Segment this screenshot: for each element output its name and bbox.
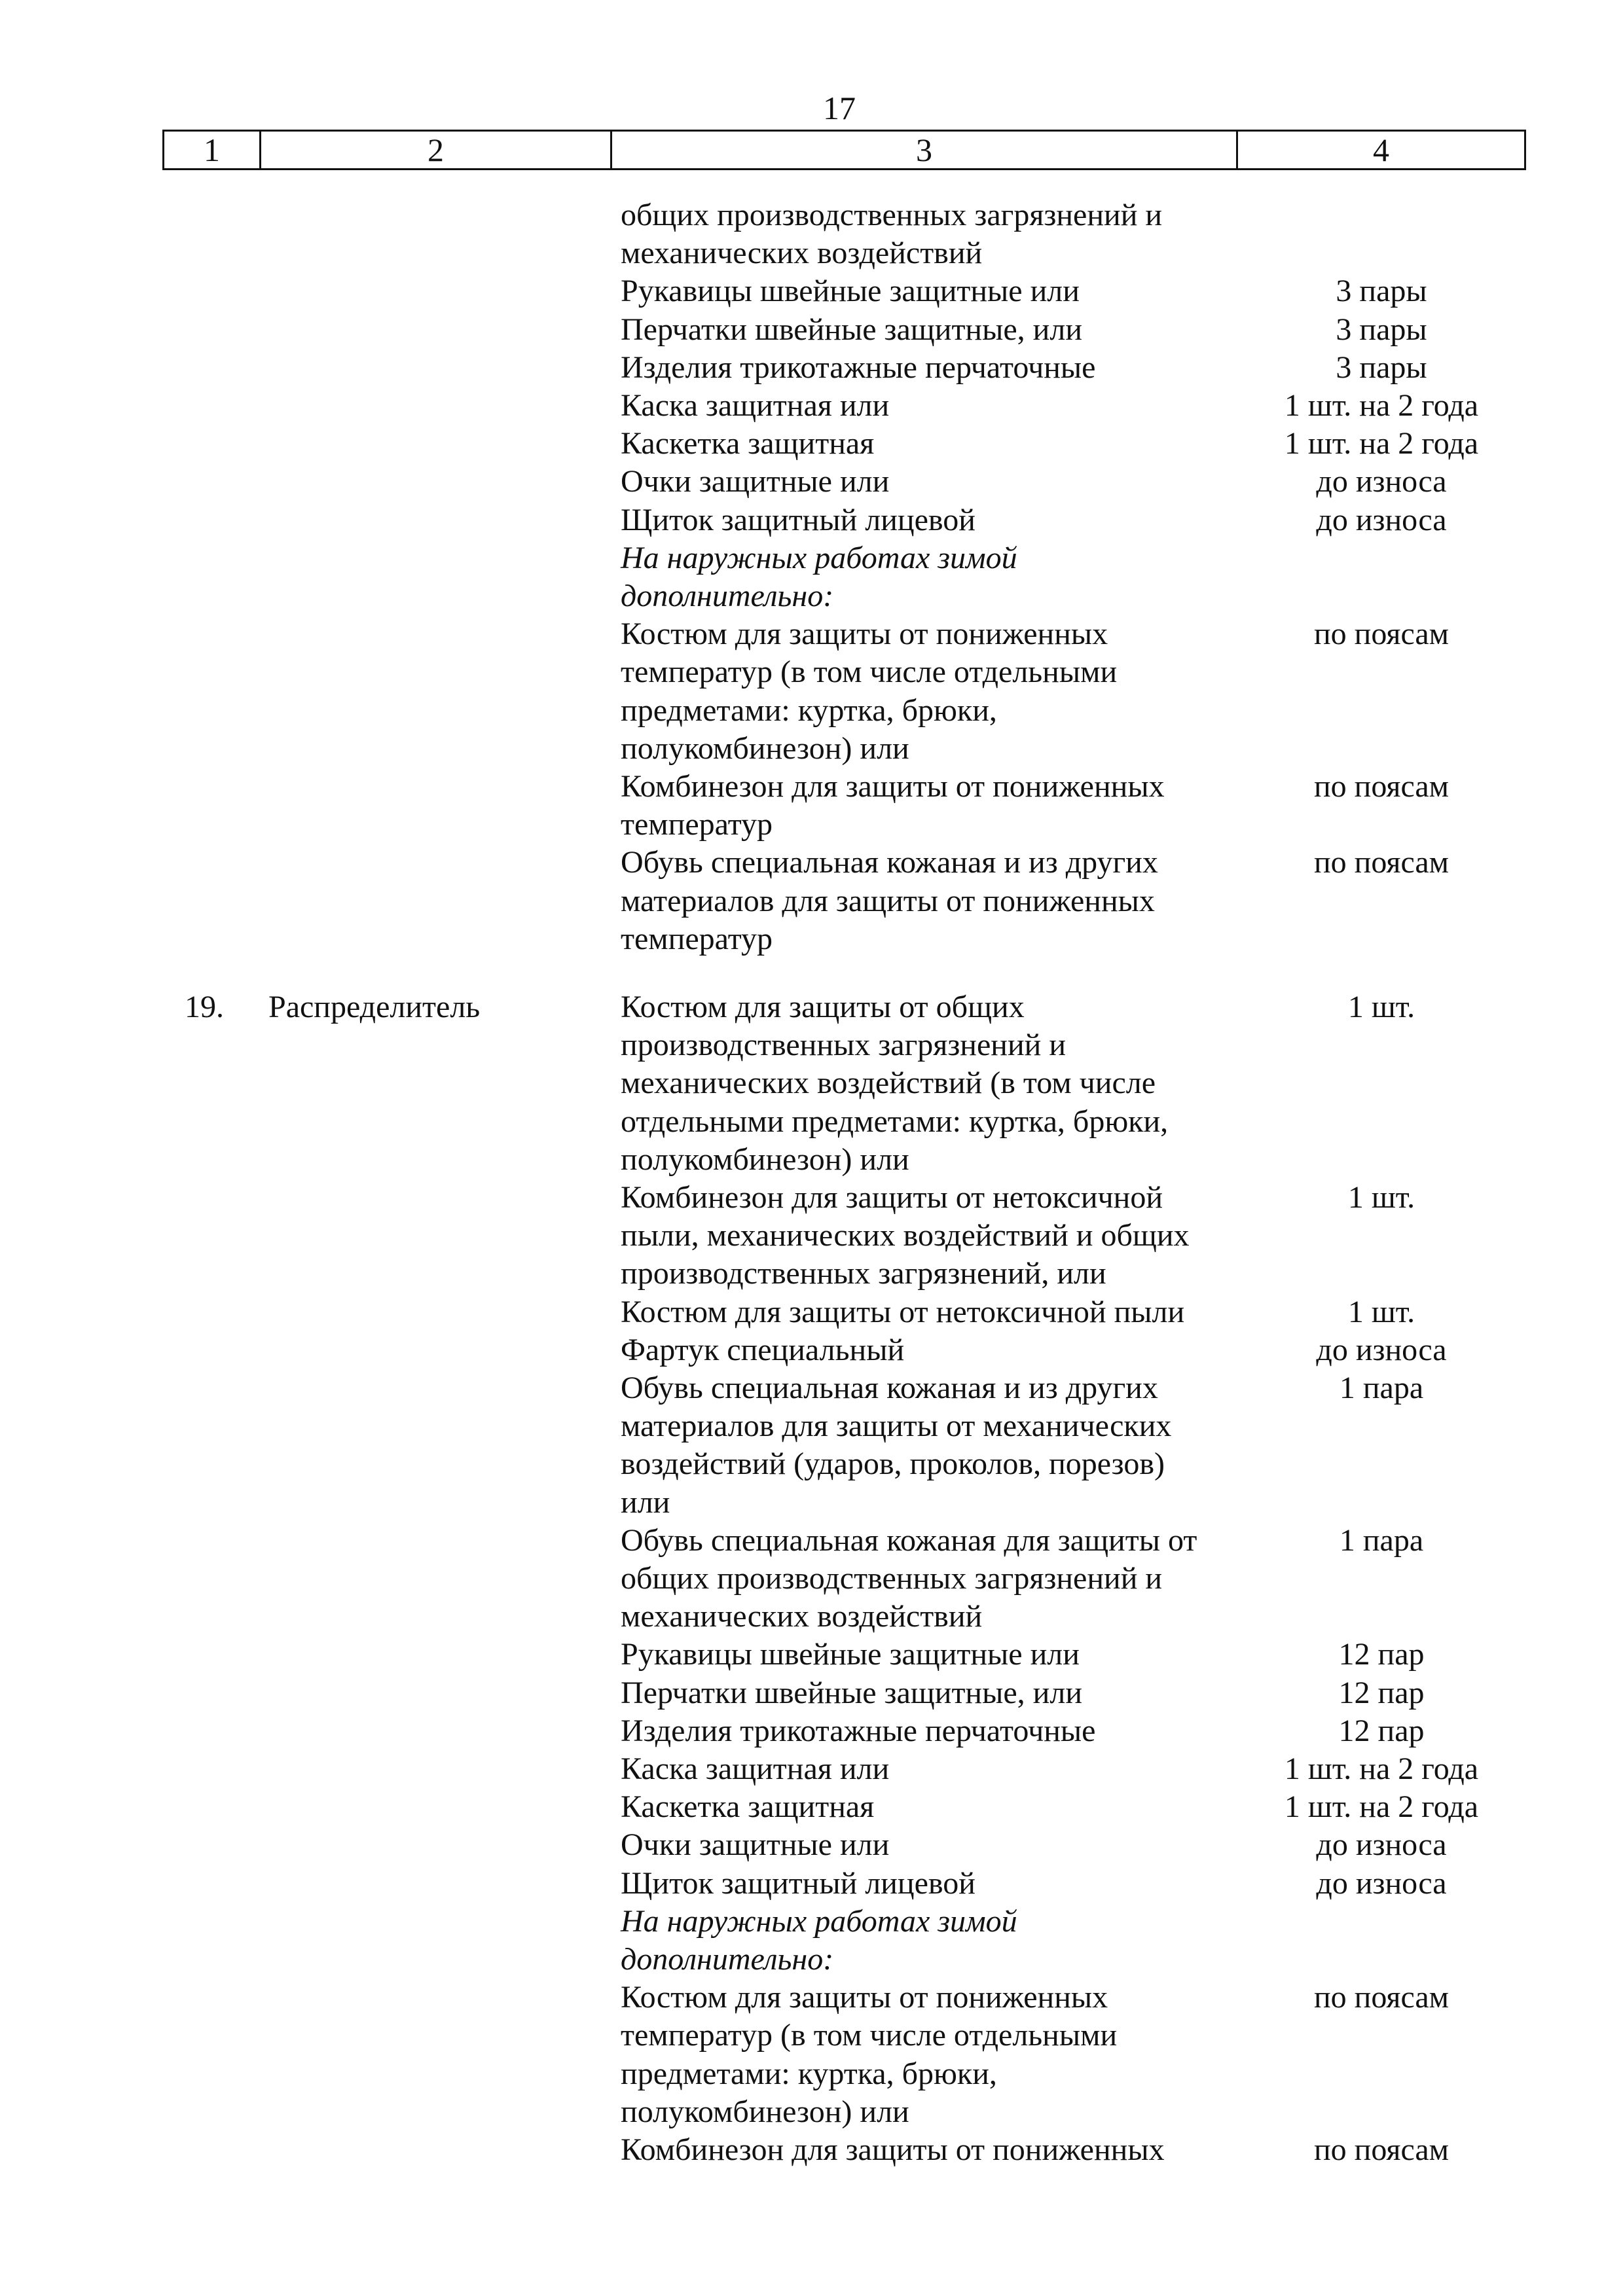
item-name-line: механических воздействий — [621, 236, 983, 271]
issue-norm: 12 пар — [1338, 1713, 1425, 1748]
section-note-line: На наружных работах зимой — [621, 1903, 1017, 1939]
item-name-line: отдельными предметами: куртка, брюки, — [621, 1103, 1169, 1139]
issue-norm: 1 шт. — [1347, 1180, 1415, 1215]
item-name-line: Очки защитные или — [621, 464, 890, 499]
item-name-line: Каска защитная или — [621, 1751, 890, 1786]
issue-norm: по поясам — [1313, 1980, 1450, 2015]
item-name-line: Перчатки швейные защитные, или — [621, 1675, 1082, 1710]
item-name-line: Каскетка защитная — [621, 1789, 875, 1825]
item-name-line: Обувь специальная кожаная для защиты от — [621, 1522, 1197, 1558]
item-name-line: температур — [621, 807, 773, 842]
item-name-line: температур — [621, 921, 773, 956]
issue-norm: 12 пар — [1338, 1637, 1425, 1672]
item-name-line: Изделия трикотажные перчаточные — [621, 1713, 1096, 1748]
issue-norm: 1 шт. — [1347, 990, 1415, 1024]
column-header-row — [164, 131, 1525, 170]
item-name-line: Каскетка защитная — [621, 426, 875, 461]
issue-norm: по поясам — [1313, 845, 1450, 880]
item-name-line: материалов для защиты от пониженных — [621, 883, 1155, 918]
item-name-line: пыли, механических воздействий и общих — [621, 1218, 1190, 1253]
issue-norm: до износа — [1316, 1865, 1447, 1901]
item-name-line: механических воздействий — [621, 1599, 983, 1634]
issue-norm: 12 пар — [1338, 1675, 1425, 1710]
issue-norm: 1 шт. на 2 года — [1284, 426, 1479, 461]
item-name-line: температур (в том числе отдельными — [621, 655, 1118, 690]
section-note-line: дополнительно: — [621, 579, 834, 613]
issue-norm: 1 шт. на 2 года — [1284, 1751, 1479, 1786]
issue-norm: по поясам — [1313, 617, 1450, 652]
issue-norm: 3 пары — [1336, 350, 1427, 385]
issue-norm: 3 пары — [1336, 274, 1427, 309]
item-name-line: материалов для защиты от механических — [621, 1408, 1172, 1444]
issue-norm: до износа — [1316, 502, 1447, 537]
row-number: 19. — [185, 990, 224, 1024]
issue-norm: до износа — [1316, 1827, 1447, 1863]
issue-norm: до износа — [1316, 464, 1447, 499]
item-name-line: Комбинезон для защиты от нетоксичной — [621, 1180, 1163, 1215]
column-header-table — [162, 130, 1526, 170]
issue-norm: 1 шт. на 2 года — [1284, 388, 1479, 423]
item-name-line: Рукавицы швейные защитные или — [621, 274, 1080, 309]
item-name-line: или — [621, 1484, 670, 1520]
item-name-line: Комбинезон для защиты от пониженных — [621, 769, 1165, 804]
issue-norm: 1 шт. — [1347, 1294, 1415, 1329]
item-name-line: воздействий (ударов, проколов, порезов) — [621, 1446, 1165, 1482]
item-name-line: Костюм для защиты от пониженных — [621, 617, 1108, 652]
column-header-1: 1 — [164, 131, 261, 170]
item-name-line: Фартук специальный — [621, 1332, 905, 1367]
section-note-line: На наружных работах зимой — [621, 540, 1017, 575]
issue-norm: по поясам — [1313, 769, 1450, 804]
item-name-line: Костюм для защиты от общих — [621, 990, 1025, 1024]
item-name-line: общих производственных загрязнений и — [621, 198, 1163, 232]
item-name-line: полукомбинезон) или — [621, 730, 909, 766]
section-note-line: дополнительно: — [621, 1942, 834, 1977]
item-name-line: производственных загрязнений и — [621, 1028, 1067, 1063]
item-name-line: Костюм для защиты от пониженных — [621, 1980, 1108, 2015]
item-name-line: общих производственных загрязнений и — [621, 1561, 1163, 1596]
item-name-line: Изделия трикотажные перчаточные — [621, 350, 1096, 385]
item-name-line: Щиток защитный лицевой — [621, 1865, 976, 1901]
issue-norm: 1 пара — [1339, 1522, 1424, 1558]
item-name-line: температур (в том числе отдельными — [621, 2018, 1118, 2053]
issue-norm: 1 пара — [1339, 1371, 1424, 1405]
page-number: 17 — [823, 90, 856, 126]
item-name-line: полукомбинезон) или — [621, 2094, 909, 2129]
column-header-2: 2 — [261, 131, 611, 170]
item-name-line: Щиток защитный лицевой — [621, 502, 976, 537]
issue-norm: по поясам — [1313, 2132, 1450, 2167]
item-name-line: предметами: куртка, брюки, — [621, 692, 997, 728]
issue-norm: до износа — [1316, 1332, 1447, 1367]
item-name-line: Обувь специальная кожаная и из других — [621, 845, 1158, 880]
item-name-line: механических воздействий (в том числе — [621, 1066, 1156, 1101]
item-name-line: Рукавицы швейные защитные или — [621, 1637, 1080, 1672]
profession-name: Распределитель — [268, 990, 481, 1024]
column-header-4: 4 — [1237, 131, 1525, 170]
item-name-line: Перчатки швейные защитные, или — [621, 312, 1082, 347]
item-name-line: производственных загрязнений, или — [621, 1256, 1106, 1291]
item-name-line: Костюм для защиты от нетоксичной пыли — [621, 1294, 1185, 1329]
column-header-3: 3 — [611, 131, 1237, 170]
item-name-line: Обувь специальная кожаная и из других — [621, 1371, 1158, 1405]
item-name-line: полукомбинезон) или — [621, 1141, 909, 1177]
issue-norm: 1 шт. на 2 года — [1284, 1789, 1479, 1825]
issue-norm: 3 пары — [1336, 312, 1427, 347]
item-name-line: Очки защитные или — [621, 1827, 890, 1863]
item-name-line: предметами: куртка, брюки, — [621, 2056, 997, 2091]
item-name-line: Каска защитная или — [621, 388, 890, 423]
item-name-line: Комбинезон для защиты от пониженных — [621, 2132, 1165, 2167]
